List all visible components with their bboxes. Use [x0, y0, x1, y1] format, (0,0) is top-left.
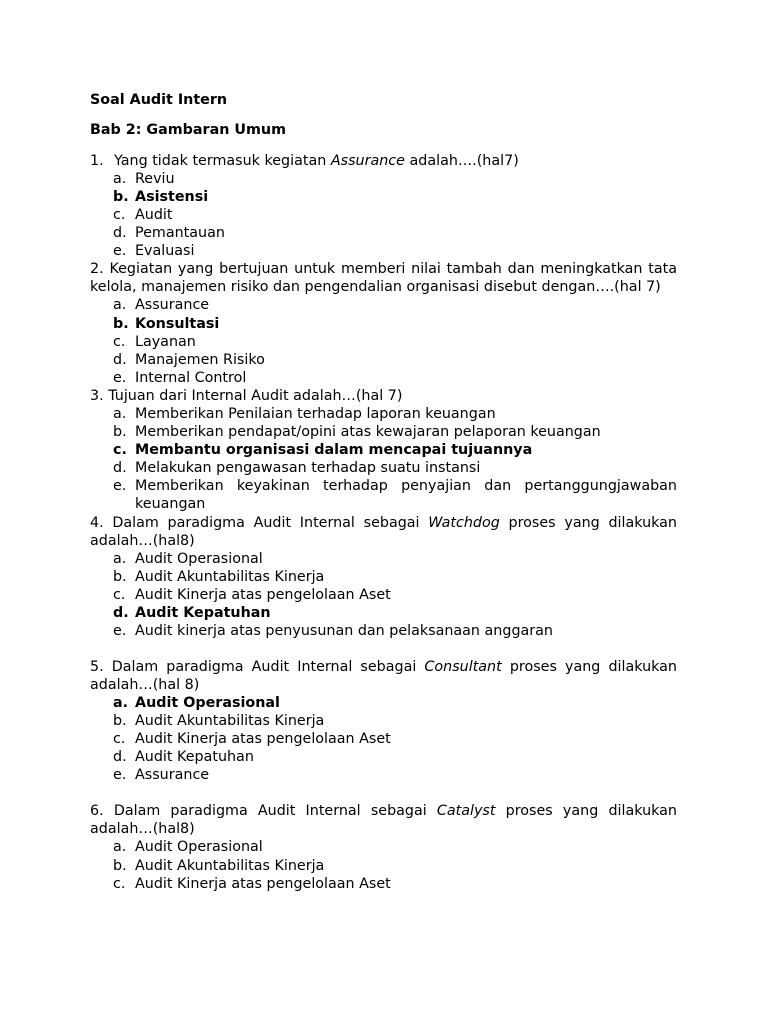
option-letter: b.	[113, 189, 129, 206]
blank-line	[90, 784, 677, 802]
question-body	[108, 388, 402, 404]
blank-line	[90, 640, 677, 658]
option-list	[90, 405, 677, 514]
option-item	[90, 838, 677, 856]
question-text	[90, 514, 677, 550]
option-letter: e.	[113, 478, 127, 495]
question-body	[90, 261, 677, 295]
option-letter: c.	[113, 875, 126, 892]
option-item-answer	[90, 694, 677, 712]
option-text: Asistensi	[135, 189, 209, 206]
question-item	[90, 802, 677, 892]
option-letter: a.	[113, 405, 127, 422]
question-body	[114, 152, 677, 170]
option-text: Audit Kinerja atas pengelolaan Aset	[135, 731, 391, 748]
option-item	[90, 712, 677, 730]
option-text: Audit Operasional	[135, 550, 263, 567]
option-item	[90, 224, 677, 242]
option-text: Audit kinerja atas penyusunan dan pelaksanaan anggaran	[135, 622, 553, 639]
option-letter: c.	[113, 731, 126, 748]
option-text: Audit Kepatuhan	[135, 604, 271, 621]
option-list	[90, 694, 677, 784]
option-letter: d.	[113, 604, 129, 621]
question-body	[90, 803, 677, 837]
option-list	[90, 550, 677, 640]
option-letter: b.	[113, 424, 127, 441]
question-number: 3.	[90, 387, 104, 404]
option-text: Audit Akuntabilitas Kinerja	[135, 713, 325, 730]
question-text	[90, 152, 677, 170]
option-text: Audit Kepatuhan	[135, 749, 254, 766]
option-text: Memberikan pendapat/opini atas kewajaran pelaporan keuangan	[135, 424, 601, 441]
option-item	[90, 405, 677, 423]
question-text-pre: Dalam paradigma Audit Internal sebagai	[111, 658, 425, 675]
question-text-pre: Dalam paradigma Audit Internal sebagai	[112, 514, 429, 531]
question-body	[90, 515, 677, 549]
option-letter: a.	[113, 550, 127, 567]
question-text	[90, 802, 677, 838]
question-number: 2.	[90, 261, 104, 278]
option-letter: d.	[113, 225, 127, 242]
option-letter: a.	[113, 839, 127, 856]
question-text-post: proses yang dilakukan adalah…(hal8)	[90, 803, 677, 838]
option-item	[90, 875, 677, 893]
option-item	[90, 568, 677, 586]
option-text: Evaluasi	[135, 243, 195, 260]
question-emphasis: Consultant	[424, 658, 502, 675]
option-letter: a.	[113, 297, 127, 314]
option-letter: e.	[113, 767, 127, 784]
option-text: Konsultasi	[135, 315, 220, 332]
option-item	[90, 550, 677, 568]
option-text: Audit Kinerja atas pengelolaan Aset	[135, 875, 391, 892]
option-letter: c.	[113, 333, 126, 350]
question-text	[90, 658, 677, 694]
option-text: Assurance	[135, 297, 210, 314]
option-text: Audit Kinerja atas pengelolaan Aset	[135, 586, 391, 603]
option-letter: e.	[113, 243, 127, 260]
option-item	[90, 369, 677, 387]
option-letter: d.	[113, 749, 127, 766]
option-item	[90, 857, 677, 875]
option-list	[90, 296, 677, 386]
option-item	[90, 622, 677, 640]
option-text: Layanan	[135, 333, 196, 350]
option-item-answer	[90, 315, 677, 333]
option-item	[90, 766, 677, 784]
option-letter: c.	[113, 207, 126, 224]
chapter-heading: Bab 2: Gambaran Umum	[90, 122, 286, 138]
question-body	[90, 659, 677, 693]
option-item	[90, 170, 677, 188]
question-list	[90, 152, 677, 893]
question-text-post: adalah….(hal7)	[404, 153, 519, 169]
option-text: Audit Akuntabilitas Kinerja	[135, 568, 325, 585]
option-item	[90, 477, 677, 513]
option-text: Memberikan keyakinan terhadap penyajian dan pertanggungjawaban keuangan	[135, 478, 677, 513]
option-item	[90, 351, 677, 369]
option-text: Assurance	[135, 767, 210, 784]
option-letter: a.	[113, 694, 129, 711]
document-title: Soal Audit Intern	[90, 92, 228, 108]
option-text: Audit Akuntabilitas Kinerja	[135, 857, 325, 874]
question-item	[90, 152, 677, 260]
document-page	[90, 90, 677, 893]
option-item	[90, 296, 677, 314]
option-letter: c.	[113, 586, 126, 603]
question-emphasis: Watchdog	[428, 514, 500, 531]
option-letter: c.	[113, 442, 127, 459]
option-text: Audit Operasional	[135, 839, 263, 856]
question-item	[90, 658, 677, 784]
option-item	[90, 748, 677, 766]
question-number: 5.	[90, 658, 104, 675]
question-text-pre: Kegiatan yang bertujuan untuk memberi nilai tambah dan meningkatkan tata kelola, manajemen risiko dan pengendalian organisasi disebut dengan….(hal 7)	[90, 261, 677, 296]
option-letter: d.	[113, 460, 127, 477]
option-item	[90, 730, 677, 748]
option-text: Audit Operasional	[135, 694, 280, 711]
option-item-answer	[90, 604, 677, 622]
option-item-answer	[90, 441, 677, 459]
option-letter: b.	[113, 857, 127, 874]
question-text-post: proses yang dilakukan adalah…(hal 8)	[90, 658, 677, 693]
question-item	[90, 387, 677, 514]
option-item	[90, 423, 677, 441]
option-text: Reviu	[135, 171, 175, 187]
question-item	[90, 260, 677, 386]
option-item	[90, 333, 677, 351]
option-list	[90, 838, 677, 892]
option-text: Membantu organisasi dalam mencapai tujuannya	[135, 442, 533, 459]
option-item	[90, 459, 677, 477]
option-text: Melakukan pengawasan terhadap suatu instansi	[135, 460, 481, 477]
question-text-post: proses yang dilakukan adalah…(hal8)	[90, 514, 677, 549]
question-number: 4.	[90, 514, 104, 531]
question-item	[90, 514, 677, 640]
question-number: 1.	[90, 153, 104, 169]
option-letter: b.	[113, 568, 127, 585]
option-item	[90, 206, 677, 224]
option-text: Manajemen Risiko	[135, 351, 265, 368]
option-letter: e.	[113, 622, 127, 639]
option-item	[90, 586, 677, 604]
option-text: Audit	[135, 207, 173, 224]
option-item-answer	[90, 188, 677, 206]
question-text-pre: Dalam paradigma Audit Internal sebagai	[113, 803, 437, 820]
option-letter: b.	[113, 315, 129, 332]
question-text-pre: Tujuan dari Internal Audit adalah…(hal 7)	[108, 387, 403, 404]
option-item	[90, 242, 677, 260]
option-letter: e.	[113, 369, 127, 386]
question-text	[90, 387, 677, 405]
option-letter: a.	[113, 171, 127, 187]
question-emphasis: Assurance	[330, 153, 405, 169]
option-list	[90, 170, 677, 260]
question-text-pre: Yang tidak termasuk kegiatan	[114, 153, 331, 169]
question-text	[90, 260, 677, 296]
option-text: Internal Control	[135, 369, 247, 386]
option-letter: d.	[113, 351, 127, 368]
question-emphasis: Catalyst	[436, 803, 496, 820]
question-number: 6.	[90, 803, 104, 820]
option-text: Memberikan Penilaian terhadap laporan keuangan	[135, 405, 496, 422]
option-text: Pemantauan	[135, 225, 225, 242]
option-letter: b.	[113, 713, 127, 730]
